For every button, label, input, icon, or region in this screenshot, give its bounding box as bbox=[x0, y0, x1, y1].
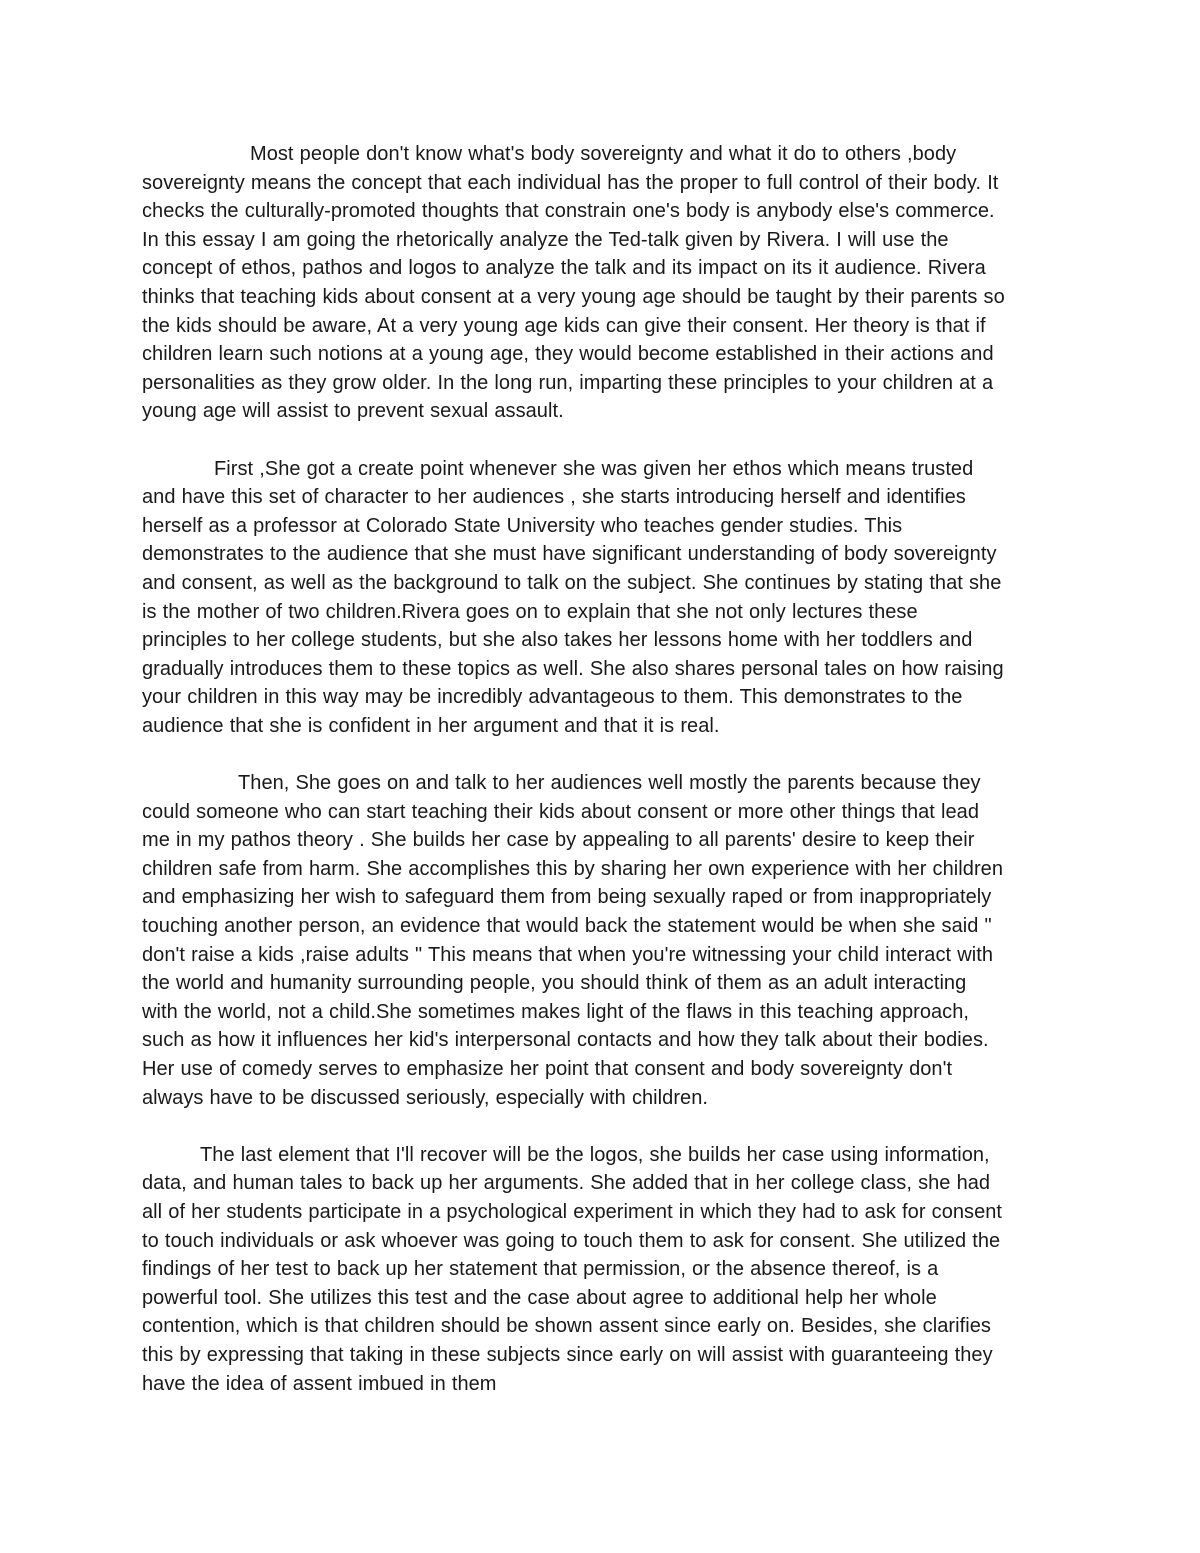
text-line: don't raise a kids ,raise adults " This means that when you're witnessing your child interact with bbox=[142, 943, 994, 966]
text-line: young age will assist to prevent sexual assault. bbox=[142, 400, 564, 423]
text-line: is the mother of two children.Rivera goes on to explain that she not only lectures these bbox=[142, 600, 918, 623]
text-line: children learn such notions at a young age, they would become established in their actions and bbox=[142, 343, 994, 366]
text-line: findings of her test to back up her statement that permission, or the absence thereof, is a bbox=[142, 1258, 939, 1281]
paragraph-intro bbox=[142, 140, 1068, 426]
text-line: such as how it influences her kid's interpersonal contacts and how they talk about their bodies. bbox=[142, 1029, 989, 1052]
text-line: the kids should be aware, At a very young age kids can give their consent. Her theory is that if bbox=[142, 314, 986, 337]
text-line: children safe from harm. She accomplishes this by sharing her own experience with her children bbox=[142, 857, 1003, 880]
text-line: your children in this way may be incredibly advantageous to them. This demonstrates to the bbox=[142, 686, 963, 709]
text-line: have the idea of assent imbued in them bbox=[142, 1372, 497, 1395]
paragraph-pathos bbox=[142, 769, 1068, 1112]
text-line: all of her students participate in a psychological experiment in which they had to ask for consent bbox=[142, 1200, 1003, 1223]
text-line: powerful tool. She utilizes this test and the case about agree to additional help her whole bbox=[142, 1286, 937, 1309]
paragraph-spacer bbox=[142, 1112, 1068, 1141]
text-line: could someone who can start teaching their kids about consent or more other things that lead bbox=[142, 800, 980, 823]
text-line: and emphasizing her wish to safeguard them from being sexually raped or from inappropriately bbox=[142, 886, 992, 909]
text-line: with the world, not a child.She sometimes makes light of the flaws in this teaching approach, bbox=[142, 1000, 970, 1023]
text-line: gradually introduces them to these topics as well. She also shares personal tales on how raising bbox=[142, 657, 1004, 680]
paragraph-logos bbox=[142, 1141, 1068, 1398]
text-line: The last element that I'll recover will be the logos, she builds her case using information, bbox=[200, 1143, 990, 1166]
text-line: the world and humanity surrounding people, you should think of them as an adult interacting bbox=[142, 972, 967, 995]
text-line: and have this set of character to her audiences , she starts introducing herself and identifies bbox=[142, 486, 966, 509]
text-line: me in my pathos theory . She builds her case by appealing to all parents' desire to keep their bbox=[142, 829, 975, 852]
text-line: personalities as they grow older. In the long run, imparting these principles to your children at a bbox=[142, 371, 994, 394]
text-line: concept of ethos, pathos and logos to analyze the talk and its impact on its it audience. Rivera bbox=[142, 257, 986, 280]
paragraph-spacer bbox=[142, 426, 1068, 455]
text-line: sovereignty means the concept that each individual has the proper to full control of their body. It bbox=[142, 171, 999, 194]
text-line: to touch individuals or ask whoever was going to touch them to ask for consent. She utilized the bbox=[142, 1229, 1001, 1252]
text-line: contention, which is that children should be shown assent since early on. Besides, she clarifies bbox=[142, 1315, 991, 1338]
essay-body bbox=[142, 140, 1068, 1398]
text-line: First ,She got a create point whenever she was given her ethos which means trusted bbox=[214, 457, 974, 480]
text-line: Then, She goes on and talk to her audiences well mostly the parents because they bbox=[238, 772, 981, 795]
text-line: checks the culturally-promoted thoughts that constrain one's body is anybody else's commerce. bbox=[142, 200, 995, 223]
text-line: In this essay I am going the rhetorically analyze the Ted-talk given by Rivera. I will use the bbox=[142, 228, 949, 251]
text-line: this by expressing that taking in these subjects since early on will assist with guaranteeing they bbox=[142, 1343, 993, 1366]
text-line: Her use of comedy serves to emphasize her point that consent and body sovereignty don't bbox=[142, 1058, 953, 1080]
paragraph-spacer bbox=[142, 740, 1068, 769]
text-line: and consent, as well as the background to talk on the subject. She continues by stating that she bbox=[142, 571, 1002, 594]
text-line: audience that she is confident in her argument and that it is real. bbox=[142, 714, 720, 737]
text-line: always have to be discussed seriously, especially with children. bbox=[142, 1086, 708, 1109]
text-line: principles to her college students, but she also takes her lessons home with her toddlers and bbox=[142, 629, 973, 652]
text-line: Most people don't know what's body sovereignty and what it do to others ,body bbox=[250, 143, 957, 165]
paragraph-ethos bbox=[142, 455, 1068, 741]
text-line: touching another person, an evidence that would back the statement would be when she said " bbox=[142, 915, 992, 938]
text-line: herself as a professor at Colorado State University who teaches gender studies. This bbox=[142, 514, 903, 537]
text-line: demonstrates to the audience that she must have significant understanding of body sovereignty bbox=[142, 543, 997, 566]
text-line: thinks that teaching kids about consent at a very young age should be taught by their parents so bbox=[142, 285, 1005, 308]
text-line: data, and human tales to back up her arguments. She added that in her college class, she had bbox=[142, 1172, 991, 1195]
